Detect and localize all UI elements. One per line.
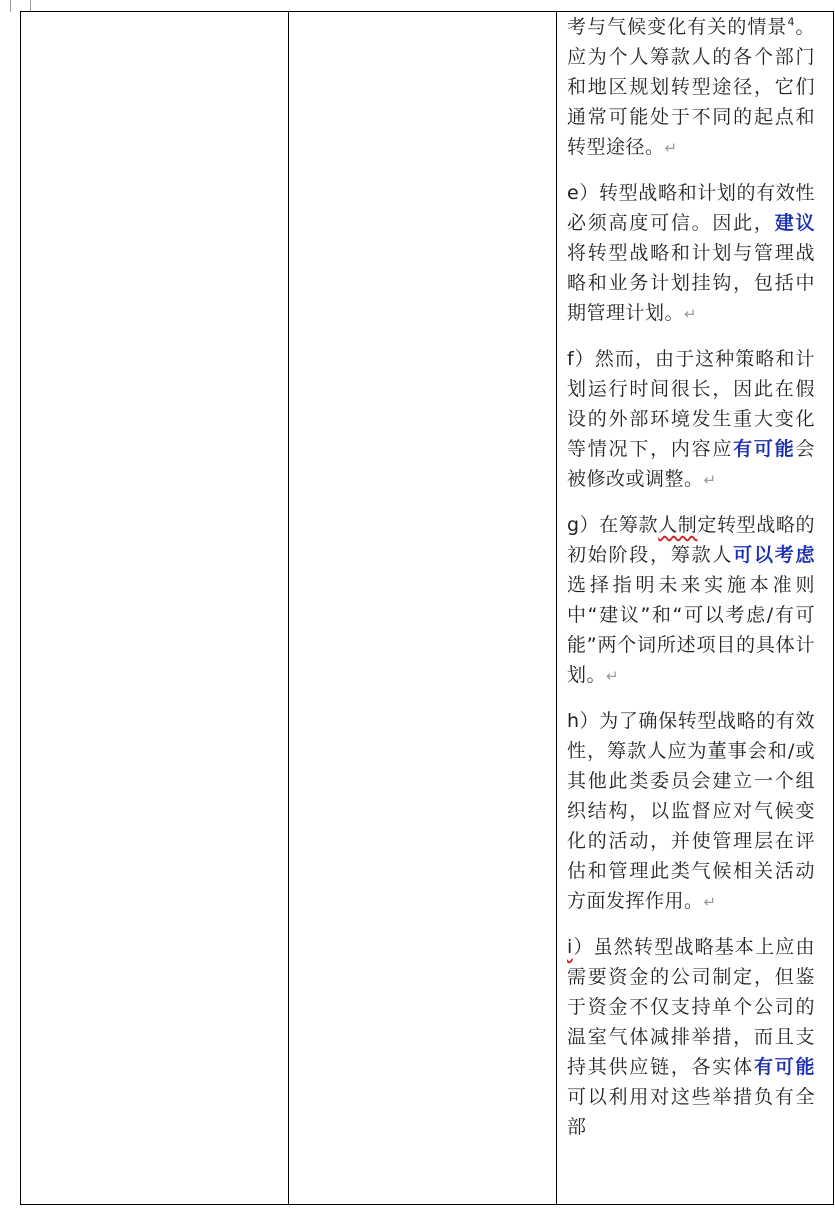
column-divider-1 <box>288 12 289 1204</box>
text-run: 选择指明未来实施本准则中“建议”和“可以考虑/有可能”两个词所述项目的具体计划。 <box>567 574 815 686</box>
paragraph-mark-icon: ↵ <box>703 893 717 911</box>
spellcheck-flag[interactable]: 人制 <box>658 514 698 536</box>
paragraph-mark-icon: ↵ <box>703 471 717 489</box>
paragraph-g <box>567 510 815 691</box>
page-corner-mark-left <box>10 0 11 12</box>
text-run: g）在筹款 <box>567 514 659 536</box>
spellcheck-flag[interactable]: i <box>567 936 573 958</box>
text-run: 。应为个人筹款人的各个部门和地区规划转型途径，它们通常可能处于不同的起点和转型途径。 <box>567 16 815 158</box>
footnote-ref[interactable]: 4 <box>787 15 795 29</box>
paragraph-scenarios <box>567 12 815 163</box>
text-run: f）然而，由于这种策略和计划运行时间很长，因此在假设的外部环境发生重大变化等情况下，内容应 <box>567 348 815 460</box>
text-run: 将转型战略和计划与管理战略和业务计划挂钩，包括中期管理计划。 <box>567 242 815 324</box>
keyword-may-consider: 可以考虑 <box>733 544 815 566</box>
paragraph-mark-icon: ↵ <box>606 667 620 685</box>
paragraph-mark-icon: ↵ <box>684 305 698 323</box>
column-divider-2 <box>556 12 557 1204</box>
paragraph-i <box>567 932 815 1142</box>
text-run: 会被修改或调整。 <box>567 438 815 490</box>
paragraph-e <box>567 178 815 329</box>
text-run: h）为了确保转型战略的有效性，筹款人应为董事会和/或其他此类委员会建立一个组织结构，以监督应对气候变化的活动，并使管理层在评估和管理此类气候相关活动方面发挥作用。 <box>567 710 815 912</box>
keyword-possible: 有可能 <box>753 1056 815 1078</box>
text-run: 考与气候变化有关的情景 <box>567 16 788 38</box>
text-run: 可以利用对这些举措负有全部 <box>567 1086 815 1138</box>
document-table <box>20 11 834 1205</box>
text-run: 定转型战略的初始阶段，筹款人 <box>567 514 815 566</box>
paragraph-mark-icon: ↵ <box>664 139 678 157</box>
paragraph-f <box>567 344 815 495</box>
keyword-recommended: 建议 <box>774 212 815 234</box>
keyword-possible: 有可能 <box>733 438 796 460</box>
text-run: e）转型战略和计划的有效性必须高度可信。因此， <box>567 182 815 234</box>
table-cell-content[interactable] <box>567 12 815 1157</box>
text-run: ）虽然转型战略基本上应由需要资金的公司制定，但鉴于资金不仅支持单个公司的温室气体减排举措，而且支持其供应链，各实体 <box>567 936 815 1078</box>
paragraph-h <box>567 706 815 917</box>
